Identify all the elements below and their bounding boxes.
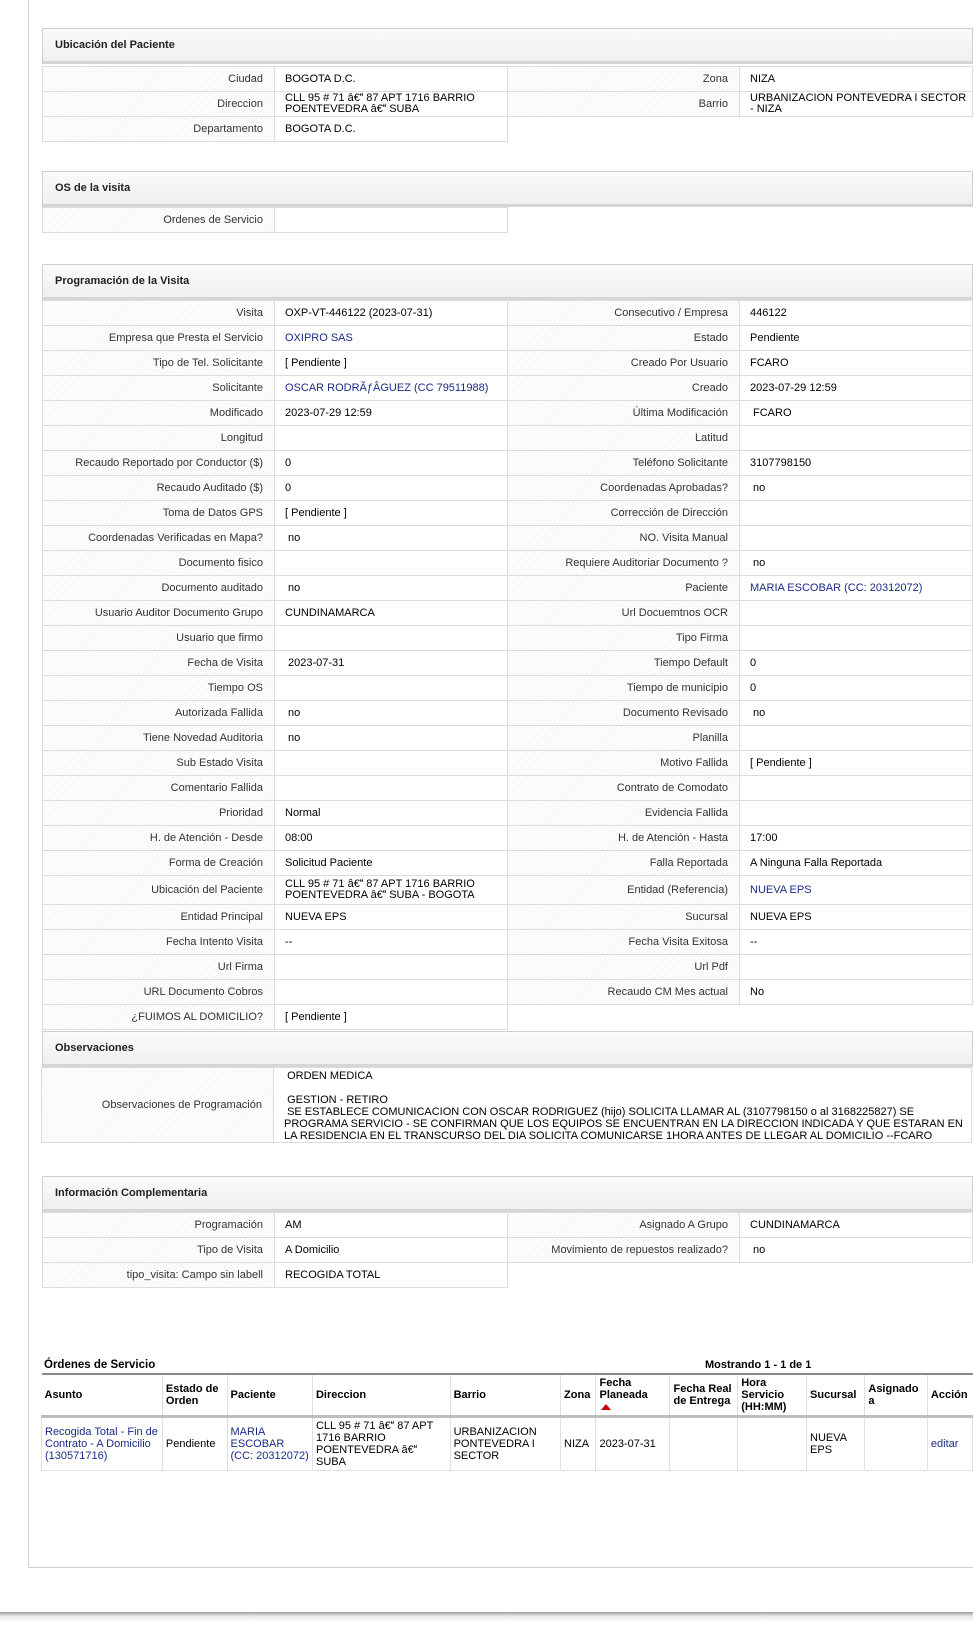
programacion-row <box>42 930 973 955</box>
field-value: [ Pendiente ] <box>274 500 508 526</box>
field-label: H. de Atención - Hasta <box>507 825 740 851</box>
programacion-row <box>42 1005 973 1030</box>
field-value <box>739 725 973 751</box>
field-value: CUNDINAMARCA <box>274 600 508 626</box>
campo-value: RECOGIDA TOTAL <box>274 1262 508 1288</box>
field-label: Latitud <box>507 425 740 451</box>
field-label: Teléfono Solicitante <box>507 450 740 476</box>
programacion-value: AM <box>274 1212 508 1238</box>
observaciones-text: ORDEN MEDICA GESTION - RETIRO SE ESTABLECE COMUNICACION CON OSCAR RODRIGUEZ (hijo) SOLICITA LLAMAR AL (3107798150 o al 3168225827) SE PROGRAMA SERVICIO - SE CONFIRMAN QUE LOS EQUIPOS SE ENCUENTRAN EN LA DIRECCION INDICADA Y QUE ESTARAN EN LA RESIDENCIA EN EL TRANSCURSO DEL DIA SOLICITA COMUNICARSE 1HORA ANTES DE LLEGAR AL DOMICILIO --FCARO <box>273 1067 972 1143</box>
field-value: -- <box>739 929 973 955</box>
field-value: 0 <box>739 675 973 701</box>
field-label: Sucursal <box>507 904 740 930</box>
programacion-row <box>42 301 973 326</box>
pagination-count: Mostrando 1 - 1 de 1 <box>705 1359 812 1371</box>
field-label: Recaudo Auditado ($) <box>42 475 275 501</box>
field-value: no <box>274 700 508 726</box>
field-label: Entidad (Referencia) <box>507 875 740 905</box>
field-label: Tipo de Tel. Solicitante <box>42 350 275 376</box>
field-value <box>739 625 973 651</box>
programacion-row <box>42 576 973 601</box>
field-value: 0 <box>739 650 973 676</box>
field-value: no <box>739 550 973 576</box>
programacion-row <box>42 751 973 776</box>
field-label: Consecutivo / Empresa <box>507 300 740 326</box>
field-label: Estado <box>507 325 740 351</box>
column-header[interactable]: Barrio <box>450 1374 560 1417</box>
field-value: 2023-07-31 <box>274 650 508 676</box>
field-value: no <box>274 575 508 601</box>
column-header[interactable]: Fecha Real de Entrega <box>670 1374 738 1417</box>
field-value <box>739 500 973 526</box>
field-value: Pendiente <box>739 325 973 351</box>
tipo-visita-value: A Domicilio <box>274 1237 508 1263</box>
section-complementaria <box>42 1176 973 1288</box>
field-label: Falla Reportada <box>507 850 740 876</box>
ordenes-servicio-title: Órdenes de Servicio <box>44 1359 156 1371</box>
column-header[interactable]: Hora Servicio (HH:MM) <box>738 1374 807 1417</box>
field-label: Direccion <box>42 91 275 117</box>
field-label: Creado <box>507 375 740 401</box>
field-label: Planilla <box>507 725 740 751</box>
field-label: Entidad Principal <box>42 904 275 930</box>
edit-link[interactable]: editar <box>927 1417 972 1471</box>
section-title: Ubicación del Paciente <box>42 28 973 64</box>
programacion-row <box>42 351 973 376</box>
field-label: Tiempo Default <box>507 650 740 676</box>
field-value <box>274 775 508 801</box>
field-label: Solicitante <box>42 375 275 401</box>
estado-cell: Pendiente <box>162 1417 227 1471</box>
field-value: [ Pendiente ] <box>274 350 508 376</box>
field-label: Departamento <box>42 116 275 142</box>
field-value: no <box>274 525 508 551</box>
field-label: Programación <box>42 1212 275 1238</box>
field-label: H. de Atención - Desde <box>42 825 275 851</box>
field-value <box>274 550 508 576</box>
field-value: Solicitud Paciente <box>274 850 508 876</box>
field-label: Url Pdf <box>507 954 740 980</box>
programacion-row <box>42 426 973 451</box>
programacion-row <box>42 876 973 905</box>
programacion-row <box>42 701 973 726</box>
field-label: Modificado <box>42 400 275 426</box>
column-header[interactable]: Zona <box>561 1374 596 1417</box>
programacion-row <box>42 376 973 401</box>
programacion-row <box>42 905 973 930</box>
programacion-row <box>42 801 973 826</box>
departamento-value: BOGOTA D.C. <box>274 116 508 142</box>
field-value: NUEVA EPS <box>739 904 973 930</box>
column-header[interactable]: Direccion <box>312 1374 450 1417</box>
field-label: Recaudo CM Mes actual <box>507 979 740 1005</box>
field-value <box>274 750 508 776</box>
field-label: Usuario Auditor Documento Grupo <box>42 600 275 626</box>
field-value: 2023-07-29 12:59 <box>739 375 973 401</box>
barrio-value: URBANIZACION PONTEVEDRA I SECTOR - NIZA <box>739 91 973 117</box>
page-bottom-shadow <box>0 1612 973 1622</box>
field-label: Comentario Fallida <box>42 775 275 801</box>
column-header[interactable]: Paciente <box>227 1374 312 1417</box>
field-label: ¿FUIMOS AL DOMICILIO? <box>42 1004 275 1030</box>
section-observaciones <box>42 1031 973 1144</box>
field-label: Paciente <box>507 575 740 601</box>
column-header[interactable]: Asunto <box>42 1374 163 1417</box>
field-label: Corrección de Dirección <box>507 500 740 526</box>
table-header-row <box>42 1374 973 1417</box>
field-value: FCARO <box>739 400 973 426</box>
section-title: Programación de la Visita <box>42 264 973 300</box>
section-title: Observaciones <box>42 1031 973 1067</box>
field-value: no <box>739 475 973 501</box>
field-label: Url Docuemtnos OCR <box>507 600 740 626</box>
field-label: Autorizada Fallida <box>42 700 275 726</box>
field-value: 3107798150 <box>739 450 973 476</box>
section-programacion <box>42 264 973 1030</box>
field-label: Zona <box>507 66 740 92</box>
field-value <box>739 775 973 801</box>
sort-ascending-icon <box>601 1404 611 1410</box>
field-label: Tiene Novedad Auditoria <box>42 725 275 751</box>
programacion-row <box>42 326 973 351</box>
field-value: 08:00 <box>274 825 508 851</box>
programacion-row <box>42 551 973 576</box>
section-title: OS de la visita <box>42 171 973 207</box>
asunto-link[interactable]: Recogida Total - Fin de Contrato - A Domicilio (130571716) <box>42 1417 163 1471</box>
field-label: Documento Revisado <box>507 700 740 726</box>
field-value <box>274 425 508 451</box>
field-label: Requiere Auditoriar Documento ? <box>507 550 740 576</box>
column-header[interactable]: Acción <box>927 1374 972 1417</box>
field-label: Tiempo de municipio <box>507 675 740 701</box>
programacion-row <box>42 476 973 501</box>
field-label: Tiempo OS <box>42 675 275 701</box>
field-label: NO. Visita Manual <box>507 525 740 551</box>
programacion-row <box>42 980 973 1005</box>
field-value: no <box>739 700 973 726</box>
field-value <box>739 800 973 826</box>
field-value: 0 <box>274 450 508 476</box>
field-label: Sub Estado Visita <box>42 750 275 776</box>
zona-cell: NIZA <box>561 1417 596 1471</box>
asignado-cell <box>865 1417 928 1471</box>
field-value: A Ninguna Falla Reportada <box>739 850 973 876</box>
field-value <box>274 979 508 1005</box>
direccion-cell: CLL 95 # 71 â€ 87 APT 1716 BARRIO POENTEVEDRA â€ SUBA <box>312 1417 450 1471</box>
programacion-row <box>42 776 973 801</box>
programacion-row <box>42 955 973 980</box>
field-value <box>739 525 973 551</box>
field-label: Documento auditado <box>42 575 275 601</box>
field-label: Evidencia Fallida <box>507 800 740 826</box>
sucursal-cell: NUEVA EPS <box>807 1417 865 1471</box>
field-label: Fecha de Visita <box>42 650 275 676</box>
field-value: -- <box>274 929 508 955</box>
field-value: Normal <box>274 800 508 826</box>
field-label: Creado Por Usuario <box>507 350 740 376</box>
column-header-label: Fecha Planeada <box>599 1377 648 1401</box>
column-header[interactable]: Estado de Orden <box>162 1374 227 1417</box>
field-value <box>274 625 508 651</box>
field-value: 2023-07-29 12:59 <box>274 400 508 426</box>
field-label: Longitud <box>42 425 275 451</box>
field-label: Ciudad <box>42 66 275 92</box>
field-label: Forma de Creación <box>42 850 275 876</box>
field-value <box>274 954 508 980</box>
column-header[interactable]: Asignado a <box>865 1374 928 1417</box>
programacion-row <box>42 526 973 551</box>
field-label: Empresa que Presta el Servicio <box>42 325 275 351</box>
field-label: Movimiento de repuestos realizado? <box>507 1237 740 1263</box>
field-value <box>739 600 973 626</box>
field-value <box>739 954 973 980</box>
movimiento-value: no <box>739 1237 973 1263</box>
field-label: Visita <box>42 300 275 326</box>
programacion-row <box>42 601 973 626</box>
fecha-planeada-cell: 2023-07-31 <box>596 1417 670 1471</box>
direccion-value: CLL 95 # 71 â€ 87 APT 1716 BARRIO POENTEVEDRA â€ SUBA <box>274 91 508 117</box>
field-label: Barrio <box>507 91 740 117</box>
field-label: Contrato de Comodato <box>507 775 740 801</box>
field-value: 0 <box>274 475 508 501</box>
programacion-row <box>42 726 973 751</box>
programacion-row <box>42 626 973 651</box>
field-value: MARIA ESCOBAR (CC: 20312072) <box>739 575 973 601</box>
field-value <box>274 675 508 701</box>
field-value: OXIPRO SAS <box>274 325 508 351</box>
field-label: Asignado A Grupo <box>507 1212 740 1238</box>
field-value: OXP-VT-446122 (2023-07-31) <box>274 300 508 326</box>
field-label: tipo_visita: Campo sin labell <box>42 1262 275 1288</box>
programacion-row <box>42 501 973 526</box>
field-label: Prioridad <box>42 800 275 826</box>
ciudad-value: BOGOTA D.C. <box>274 66 508 92</box>
section-ubicacion <box>42 28 973 142</box>
field-label: Tipo de Visita <box>42 1237 275 1263</box>
field-label: Coordenadas Aprobadas? <box>507 475 740 501</box>
programacion-row <box>42 851 973 876</box>
field-label: Motivo Fallida <box>507 750 740 776</box>
ordenes-value <box>274 207 508 233</box>
field-label: Coordenadas Verificadas en Mapa? <box>42 525 275 551</box>
zona-value: NIZA <box>739 66 973 92</box>
field-label: Última Modificación <box>507 400 740 426</box>
field-label: Fecha Intento Visita <box>42 929 275 955</box>
field-label: Fecha Visita Exitosa <box>507 929 740 955</box>
section-os-visita <box>42 171 973 233</box>
programacion-row <box>42 676 973 701</box>
field-label: URL Documento Cobros <box>42 979 275 1005</box>
field-value: FCARO <box>739 350 973 376</box>
field-label: Documento fisico <box>42 550 275 576</box>
ordenes-servicio-table <box>41 1373 973 1471</box>
field-value: [ Pendiente ] <box>274 1004 508 1030</box>
field-value: 17:00 <box>739 825 973 851</box>
field-label: Ordenes de Servicio <box>42 207 275 233</box>
field-value: [ Pendiente ] <box>739 750 973 776</box>
section-title: Información Complementaria <box>42 1176 973 1212</box>
table-row <box>42 1417 973 1471</box>
field-label: Tipo Firma <box>507 625 740 651</box>
fecha-real-cell <box>670 1417 738 1471</box>
field-value: OSCAR RODRÃƒÂGUEZ (CC 79511988) <box>274 375 508 401</box>
field-label: Usuario que firmo <box>42 625 275 651</box>
programacion-row <box>42 826 973 851</box>
field-value: NUEVA EPS <box>274 904 508 930</box>
field-label: Observaciones de Programación <box>41 1067 274 1143</box>
column-header[interactable]: Sucursal <box>807 1374 865 1417</box>
column-header-sorted[interactable] <box>596 1374 670 1417</box>
field-value: no <box>274 725 508 751</box>
programacion-row <box>42 401 973 426</box>
field-value: CLL 95 # 71 â€ 87 APT 1716 BARRIO POENTEVEDRA â€ SUBA - BOGOTA <box>274 875 508 905</box>
hora-cell <box>738 1417 807 1471</box>
field-value: NUEVA EPS <box>739 875 973 905</box>
field-value: 446122 <box>739 300 973 326</box>
paciente-link[interactable]: MARIA ESCOBAR (CC: 20312072) <box>227 1417 312 1471</box>
field-label: Url Firma <box>42 954 275 980</box>
field-value <box>739 425 973 451</box>
programacion-row <box>42 451 973 476</box>
programacion-grid <box>42 301 973 1030</box>
field-label: Recaudo Reportado por Conductor ($) <box>42 450 275 476</box>
field-value: No <box>739 979 973 1005</box>
programacion-row <box>42 651 973 676</box>
grupo-value: CUNDINAMARCA <box>739 1212 973 1238</box>
field-label: Ubicación del Paciente <box>42 875 275 905</box>
field-label: Toma de Datos GPS <box>42 500 275 526</box>
barrio-cell: URBANIZACION PONTEVEDRA I SECTOR <box>450 1417 560 1471</box>
